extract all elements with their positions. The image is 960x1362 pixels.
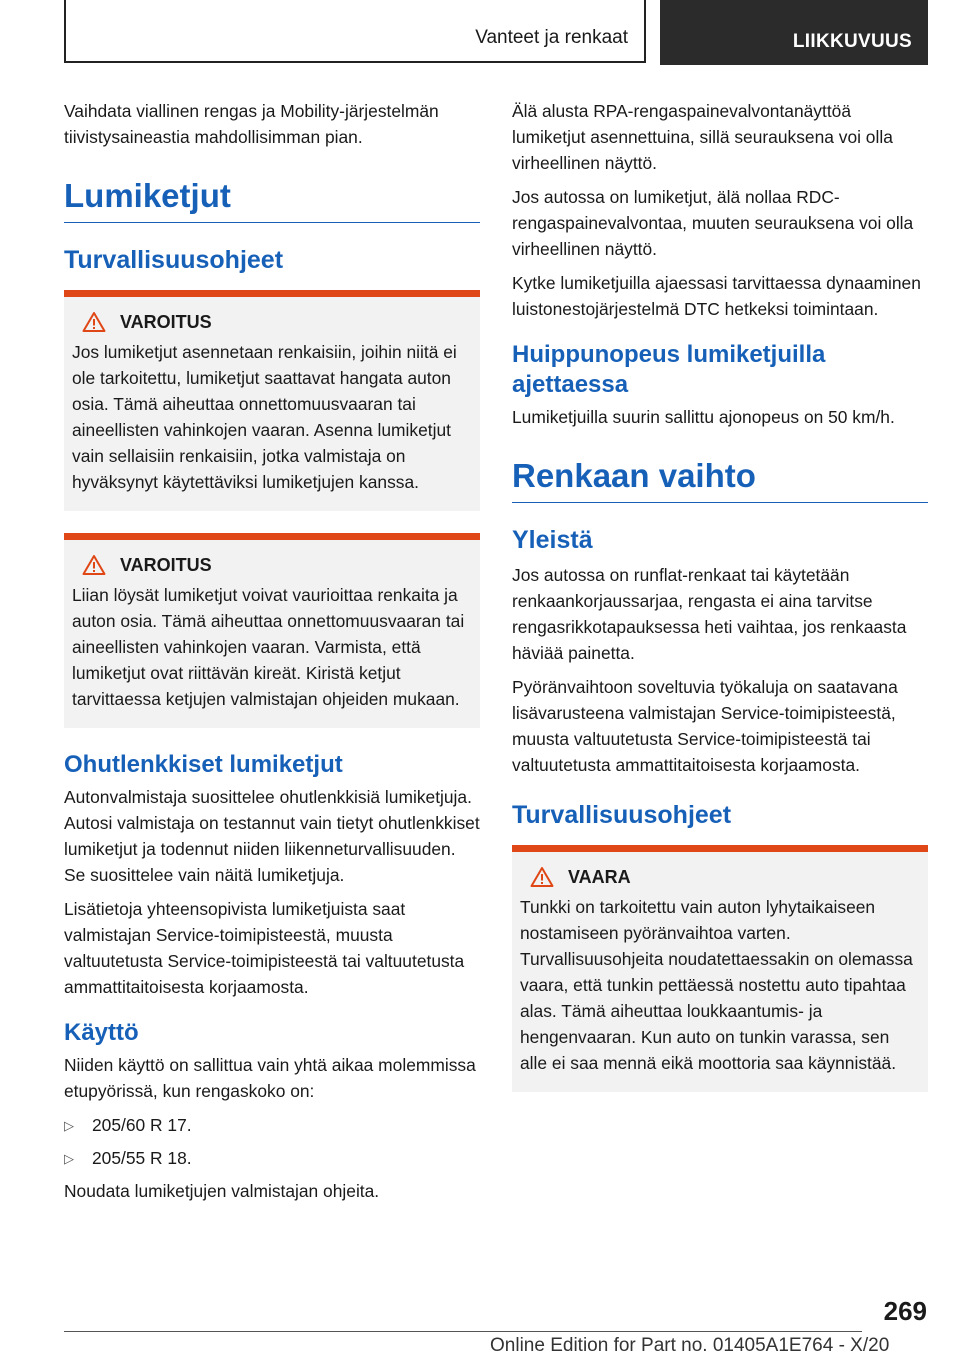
list-item xyxy=(64,1112,480,1139)
danger-box xyxy=(512,845,928,1092)
rdc-paragraph: Jos autossa on lumiketjut, älä nollaa RDC-rengaspainevalvontaa, muuten seurauksena voi olla virheellinen näyttö. xyxy=(512,187,914,259)
page-header xyxy=(64,0,928,65)
heading-safety-left: Turvallisuusohjeet xyxy=(64,246,284,274)
footer-edition: Online Edition for Part no. 01405A1E764 - X/20 xyxy=(490,1335,890,1356)
heading-thin-link-chains: Ohutlenkkiset lumiketjut xyxy=(64,751,343,778)
max-speed-paragraph: Lumiketjuilla suurin sallittu ajonopeus on 50 km/h. xyxy=(512,407,895,427)
warning-triangle-icon xyxy=(82,554,106,576)
tire-size: 205/60 R 17. xyxy=(92,1115,192,1135)
danger-title: VAARA xyxy=(568,866,631,887)
usage-note: Noudata lumiketjujen valmistajan ohjeita. xyxy=(64,1181,380,1201)
heading-max-speed: Huippunopeus lumiketjuilla ajettaessa xyxy=(512,341,826,398)
warning-title: VAROITUS xyxy=(120,311,212,332)
rpa-paragraph: Älä alusta RPA-rengaspainevalvontanäyttöä lumiketjut asennettuina, sillä seurauksena voi olla virheellinen näyttö. xyxy=(512,101,893,173)
intro-paragraph: Vaihdata viallinen rengas ja Mobility-järjestelmän tiivistysaineastia mahdollisimman pian. xyxy=(64,101,439,147)
warning-text: Liian löysät lumiketjut voivat vaurioittaa renkaita ja auton osia. Tämä aiheuttaa onnettomuusvaaran tai aineellisten vahinkojen vaaran. Varmista, että lumiketjut ovat riittävän kireät. Kiristä ketjut tarvittaessa ketjujen valmistajan ohjeiden mukaan. xyxy=(72,585,465,709)
triangle-bullet-icon: ▷ xyxy=(64,1151,74,1166)
header-section-box xyxy=(64,0,646,63)
danger-text: Tunkki on tarkoitettu vain auton lyhytaikaiseen nostamiseen pyöränvaihtoa varten. Turvallisuusohjeita noudatettaessakin on olemassa vaara, että tunkin pettäessä nostettu auto tipahtaa alas. Tämä aiheuttaa loukkaantumis- ja hengenvaaran. Kun auto on tunkin varassa, sen alle ei saa mennä eikä moottoria saa käynnistää. xyxy=(520,897,913,1073)
warning-triangle-icon xyxy=(530,866,554,888)
dtc-paragraph: Kytke lumiketjuilla ajaessasi tarvittaessa dynaaminen luistonestojärjestelmä DTC hetkeksi toimintaan. xyxy=(512,273,921,319)
usage-paragraph: Niiden käyttö on sallittua vain yhtä aikaa molemmissa etupyörissä, kun rengaskoko on: xyxy=(64,1055,476,1101)
footer-divider xyxy=(64,1331,862,1332)
warning-title: VAROITUS xyxy=(120,554,212,575)
thin-chains-paragraph-2: Lisätietoja yhteensopivista lumiketjuista saat valmistajan Service-toimipisteestä, muusta valtuutetusta Service-toimipisteestä tai valtuutetusta ammattitaitoisesta korjaamosta. xyxy=(64,899,465,997)
warning-text: Jos lumiketjut asennetaan renkaisiin, joihin niitä ei ole tarkoitettu, lumiketjut saattavat hangata auton osia. Tämä aiheuttaa onnettomuusvaaran tai aineellisten vahinkojen vaaran. Asenna lumiketjut vain sellaisiin renkaisiin, jotka valmistaja on hyväksynyt käytettäviksi lumiketjujen kanssa. xyxy=(72,342,457,492)
heading-snow-chains: Lumiketjut xyxy=(64,176,480,223)
header-chapter-box xyxy=(660,0,928,65)
warning-box-2 xyxy=(64,533,480,728)
heading-safety-right: Turvallisuusohjeet xyxy=(512,801,732,829)
list-item xyxy=(64,1145,480,1172)
general-paragraph-1: Jos autossa on runflat-renkaat tai käytetään renkaankorjaussarjaa, rengasta ei aina tarvitse rengasrikkotapauksessa heti vaihtaa, jos renkaasta häviää painetta. xyxy=(512,565,907,663)
heading-general: Yleistä xyxy=(512,526,593,554)
page-number: 269 xyxy=(883,1296,927,1326)
general-paragraph-2: Pyöränvaihtoon soveltuvia työkaluja on saatavana lisävarusteena valmistajan Service-toimipisteestä, muusta valtuutetusta Service-toimipisteestä tai valtuutetusta ammattitaitoisesta korjaamosta. xyxy=(512,677,898,775)
tire-size: 205/55 R 18. xyxy=(92,1148,192,1168)
header-chapter-title: LIIKKUVUUS xyxy=(792,31,912,52)
warning-box-1 xyxy=(64,290,480,511)
right-column xyxy=(512,98,928,1114)
left-column xyxy=(64,98,480,1212)
heading-usage: Käyttö xyxy=(64,1019,139,1046)
header-section-title: Vanteet ja renkaat xyxy=(475,27,628,48)
triangle-bullet-icon: ▷ xyxy=(64,1118,74,1133)
warning-triangle-icon xyxy=(82,311,106,333)
thin-chains-paragraph-1: Autonvalmistaja suosittelee ohutlenkkisiä lumiketjuja. Autosi valmistaja on testannut vain tietyt ohutlenkkiset lumiketjut ja todennut niiden liikenneturvallisuuden. Se suosittelee vain näitä lumiketjuja. xyxy=(64,787,480,885)
heading-tire-change: Renkaan vaihto xyxy=(512,456,928,503)
